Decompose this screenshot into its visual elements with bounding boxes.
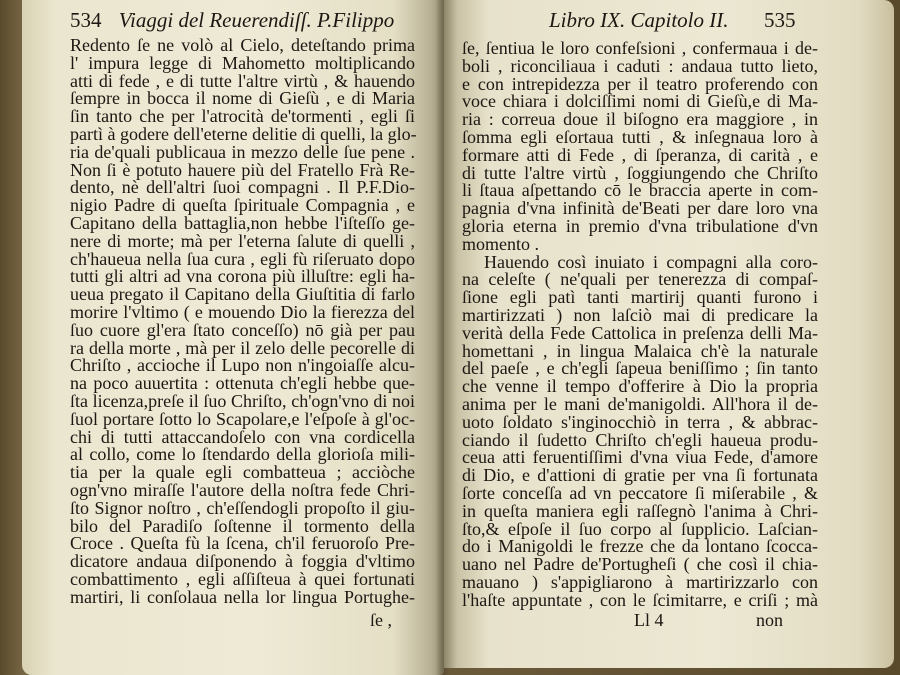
text-line: dicatore andaua diſponendo à foggia d'vltimo xyxy=(70,551,415,572)
text-line: boli , riconciliaua i caduti : andaua tutto lieto, xyxy=(462,55,818,76)
text-line: tutti gli altri ad vna corona più illuſtre: egli ha- xyxy=(70,266,415,287)
text-line: na poco auuertita : ottenuta ch'egli hebbe que- xyxy=(70,373,415,394)
catchword-left: ſe , xyxy=(370,610,392,630)
text-line: li ſtaua aſpettando cō le braccia aperte in com- xyxy=(462,180,818,201)
text-line: uoto ſoldato s'inginocchiò in terra , & abbrac- xyxy=(462,411,818,432)
text-line: ogn'vno miraſſe l'autore della noſtra fede Chri- xyxy=(70,479,415,500)
right-page xyxy=(444,0,894,668)
text-line: partì à godere dell'eterne delitie di quelli, la glo- xyxy=(70,123,417,144)
text-line: ſuo cuore gl'era ſtato conceſſo) nō già per pau xyxy=(70,319,415,340)
text-line: homettani , in lingua Malaica ch'è la naturale xyxy=(462,340,818,361)
text-line: formare atti di Fede , di ſperanza, di carità , e xyxy=(462,144,818,165)
text-line: bilo del Paradiſo ſoſtenne il tormento della xyxy=(70,515,415,536)
left-page xyxy=(22,0,444,675)
text-line: tia per la quale egli combatteua ; acciòche xyxy=(70,462,415,483)
text-line: martirizzati ) non laſciò mai di predicare la xyxy=(462,304,818,325)
text-line: di tutte l'altre virtù , ſoggiungendo che Chriſto xyxy=(462,162,818,183)
text-line: dento, nè dell'altri ſuoi compagni . Il P.F.Dio- xyxy=(70,177,415,198)
text-line: ſe, ſentiua le loro confeſsioni , confermaua i de- xyxy=(462,38,818,58)
text-line: ciando il ſudetto Chriſto ch'egli haueua produ- xyxy=(462,429,818,450)
text-line: ſin tanto che per l'atrocità de'tormenti , egli ſi xyxy=(70,106,415,127)
text-line: ſto,& eſpoſe il ſuo corpo al ſupplicio. Laſcian- xyxy=(462,518,818,539)
text-line: ch'haueua nella ſua cura , egli fù riſeruato dopo xyxy=(70,248,415,269)
text-line: ſorte conceſſa ad vn peccatore ſi miſerabile , & xyxy=(462,482,818,503)
text-line: martiri, li conſolaua nella lor lingua Portughe- xyxy=(70,586,415,607)
text-line: Non ſi è potuto hauere più del Fratello Frà Re- xyxy=(70,159,415,180)
text-line: momento . xyxy=(462,233,539,254)
running-head-right: Libro IX. Capitolo II. xyxy=(549,8,729,32)
text-line: del paeſe , e ch'egli ſapeua beniſſimo ; ſin tanto xyxy=(462,358,818,379)
text-line: voce chiara i dolciſſimi nomi di Gieſù,e di Ma- xyxy=(462,91,818,112)
text-line: di Dio, e d'attioni di gratie per vna ſi fortunata xyxy=(462,465,818,486)
text-line: do i Manigoldi le frezze che da lontano ſcocca- xyxy=(462,536,818,557)
text-line: ſione egli patì tanti martirij quanti furono i xyxy=(462,287,818,308)
page-number-left: 534 xyxy=(70,8,102,32)
text-line: al collo, come lo ſtendardo della glorioſa mili- xyxy=(70,444,415,465)
text-line: ria de'quali publicaua in mezzo delle ſue pene . xyxy=(70,141,415,162)
text-line: anima per le mani de'manigoldi. All'hora il de- xyxy=(462,393,818,414)
text-line: l'haſte appuntate , con le ſcimitarre, e criſi ; mà xyxy=(462,589,818,610)
text-line: ſempre in bocca il nome di Gieſù , e di Maria xyxy=(70,88,415,109)
signature-mark: Ll 4 xyxy=(634,610,664,630)
text-line: nere di morte; mà per l'eterna ſalute di quelli , xyxy=(70,230,415,251)
text-line: chi di tutti attaccandoſelo con vna cordicella xyxy=(70,426,415,447)
text-line: ſomma egli eſortaua tutti , & inſegnaua loro à xyxy=(462,126,818,147)
text-line: l' impura legge di Mahometto moltiplicando xyxy=(70,52,415,73)
text-line: ſuol portare ſotto lo Scapolare,e l'eſpoſe à gl'oc- xyxy=(70,408,415,429)
text-line: combattimento , egli aſſiſteua à quei fortunati xyxy=(70,568,415,589)
text-line: Redento ſe ne volò al Cielo, deteſtando prima xyxy=(70,35,415,55)
text-line: in queſta maniera egli raſſegnò l'anima à Chri- xyxy=(462,500,818,521)
text-line: ueua pregato il Capitano della Giuſtitia di farlo xyxy=(70,284,415,305)
text-line: Chriſto , accioche il Lupo non n'ingoiaſſe alcu- xyxy=(70,355,415,376)
text-line: Capitano della battaglia,non hebbe l'iſteſſo ge- xyxy=(70,212,415,233)
text-line: na celeſte ( ne'quali per tenerezza di compaſ- xyxy=(462,269,818,290)
text-line: ra della morte , mà per il zelo delle pecorelle di xyxy=(70,337,415,358)
text-line: e con intrepidezza per il teatro proferendo con xyxy=(462,73,818,94)
text-line: Hauendo così inuiato i compagni alla coro- xyxy=(484,251,818,272)
page-number-right: 535 xyxy=(764,8,796,32)
catchword-right: non xyxy=(756,610,783,630)
text-line: mauano ) s'appigliarono à martirizzarlo con xyxy=(462,571,818,592)
left-page-text xyxy=(70,37,415,607)
text-line: uano nel Padre de'Portugheſi ( che così il chia- xyxy=(462,554,818,575)
text-line: verità della Fede Cattolica in preſenza delli Ma- xyxy=(462,322,818,343)
text-line: ſto Signor noſtro , ch'eſſendogli propoſto il giu- xyxy=(70,497,415,518)
running-head-left: Viaggi del Reuerendiſſ. P.Filippo xyxy=(118,8,395,32)
text-line: pagnia d'vna infinità de'Beati per dare loro vna xyxy=(462,198,818,219)
text-line: nigio Padre di queſta ſpirituale Compagnia , e xyxy=(70,195,415,216)
right-page-text xyxy=(462,40,818,610)
text-line: Croce . Queſta fù la ſcena, ch'il feruoroſo Pre- xyxy=(70,533,415,554)
text-line: ria : correua doue il biſogno era maggiore , in xyxy=(462,109,818,130)
text-line: gloria eterna in premio d'vna tribulatione d'vn xyxy=(462,215,818,236)
text-line: morire l'vltimo ( e mouendo Dio la fierezza del xyxy=(70,301,415,322)
text-line: ceua atti feruentiſſimi d'vna viua Fede, d'amore xyxy=(462,447,818,468)
left-header xyxy=(70,8,394,33)
text-line: che venne il tempo d'offerire à Dio la propria xyxy=(462,376,818,397)
text-line: atti di fede , e di tutte l'altre virtù , & hauendo xyxy=(70,70,415,91)
text-line: ſta licenza,preſe il ſuo Chriſto, ch'ogn'vno di noi xyxy=(70,390,415,411)
